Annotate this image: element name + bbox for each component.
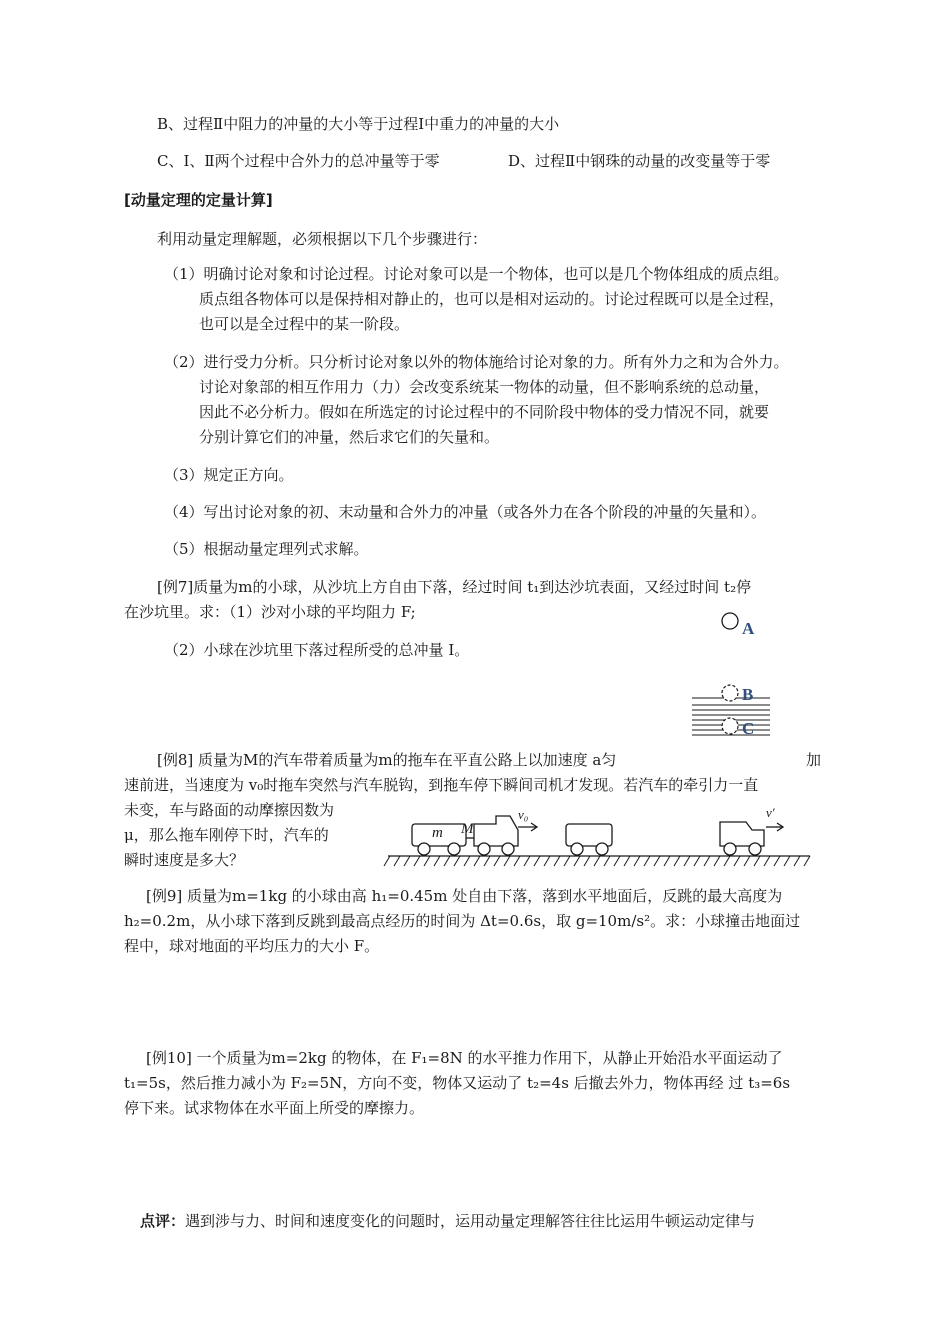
road-hatching: [384, 856, 810, 866]
comment-text: 遇到涉与力、时间和速度变化的问题时，运用动量定理解答往往比运用牛顿运动定律与: [185, 1212, 756, 1230]
example-7-line-1: [例7]质量为m的小球，从沙坑上方自由下落，经过时间 t₁到达沙坑表面，又经过时间 t₂停: [157, 578, 752, 596]
label-m: m: [432, 825, 443, 841]
section-title: [动量定理的定量计算]: [124, 191, 273, 209]
example-8-line-3: 未变，车与路面的动摩擦因数为: [124, 801, 335, 819]
example-9-line-2: h₂=0.2m，从小球下落到反跳到最高点经历的时间为 Δt=0.6s，取 g=10m/s²。求：小球撞击地面过: [124, 912, 801, 930]
step-2-line-3: 因此不必分析力。假如在所选定的讨论过程中的不同阶段中物体的受力情况不同，就要: [199, 403, 770, 421]
label-b: B: [742, 685, 754, 704]
example-7-line-2: 在沙坑里。求：（1）沙对小球的平均阻力 F;: [124, 603, 416, 621]
step-1-line-2: 质点组各物体可以是保持相对静止的，也可以是相对运动的。讨论过程既可以是全过程，: [199, 290, 785, 308]
step-3: （3）规定正方向。: [164, 466, 294, 484]
car-later: [720, 822, 764, 855]
step-2-line-1: （2）进行受力分析。只分析讨论对象以外的物体施给讨论对象的力。所有外力之和为合外力。: [164, 353, 789, 371]
step-1-line-3: 也可以是全过程中的某一阶段。: [199, 315, 410, 333]
ball-position-b: [722, 685, 738, 701]
option-b: B、过程Ⅱ中阻力的冲量的大小等于过程Ⅰ中重力的冲量的大小: [157, 115, 560, 133]
intro-text: 利用动量定理解题，必须根据以下几个步骤进行：: [157, 230, 488, 248]
step-2-line-4: 分别计算它们的冲量，然后求它们的矢量和。: [199, 428, 500, 446]
comment-label: 点评：: [140, 1212, 186, 1230]
example-8-line-4: μ，那么拖车刚停下时，汽车的: [124, 826, 329, 844]
label-c: C: [742, 719, 755, 738]
example-10-line-3: 停下来。试求物体在水平面上所受的摩擦力。: [124, 1099, 425, 1117]
example-10-line-1: [例10] 一个质量为m=2kg 的物体，在 F₁=8N 的水平推力作用下，从静止开始沿水平面运动了: [146, 1049, 783, 1067]
step-5: （5）根据动量定理列式求解。: [164, 540, 369, 558]
car-M: [474, 816, 518, 855]
example-7-line-3: （2）小球在沙坑里下落过程所受的总冲量 I。: [164, 641, 470, 659]
step-4: （4）写出讨论对象的初、末动量和合外力的冲量（或各外力在各个阶段的冲量的矢量和）。: [164, 503, 767, 521]
option-d: D、过程Ⅱ中钢珠的动量的改变量等于零: [508, 152, 771, 170]
step-1-line-1: （1）明确讨论对象和讨论过程。讨论对象可以是一个物体，也可以是几个物体组成的质点组。: [164, 265, 789, 283]
option-c: C、Ⅰ、Ⅱ两个过程中合外力的总冲量等于零: [157, 152, 440, 170]
example-8-line-5: 瞬时速度是多大？: [124, 851, 245, 869]
example-8-line-1-tail: 加: [806, 751, 822, 769]
ball-position-a: [722, 613, 738, 629]
label-a: A: [742, 619, 755, 638]
ball-position-c: [722, 718, 738, 734]
example-9-line-3: 程中，球对地面的平均压力的大小 F。: [124, 937, 380, 955]
label-v-prime: v′: [766, 805, 775, 820]
sand-pit-figure: [686, 606, 786, 742]
example-8-line-2: 速前进，当速度为 v₀时拖车突然与汽车脱钩，到拖车停下瞬间司机才发现。若汽车的牵引力一直: [124, 776, 759, 794]
example-10-line-2: t₁=5s，然后推力减小为 F₂=5N，方向不变，物体又运动了 t₂=4s 后撤去外力，物体再经 过 t₃=6s: [124, 1074, 791, 1092]
example-9-line-1: [例9] 质量为m=1kg 的小球由高 h₁=0.45m 处自由下落，落到水平地面后，反跳的最大高度为: [146, 887, 783, 905]
stopped-trailer: [566, 824, 612, 855]
step-2-line-2: 讨论对象部的相互作用力（力）会改变系统某一物体的动量，但不影响系统的总动量，: [199, 378, 770, 396]
label-v0: v₀: [518, 807, 529, 822]
car-trailer-figure: [380, 800, 820, 870]
label-M: M: [461, 821, 474, 837]
comment: [140, 1211, 755, 1231]
example-8-line-1: [例8] 质量为M的汽车带着质量为m的拖车在平直公路上以加速度 a匀: [157, 751, 617, 769]
